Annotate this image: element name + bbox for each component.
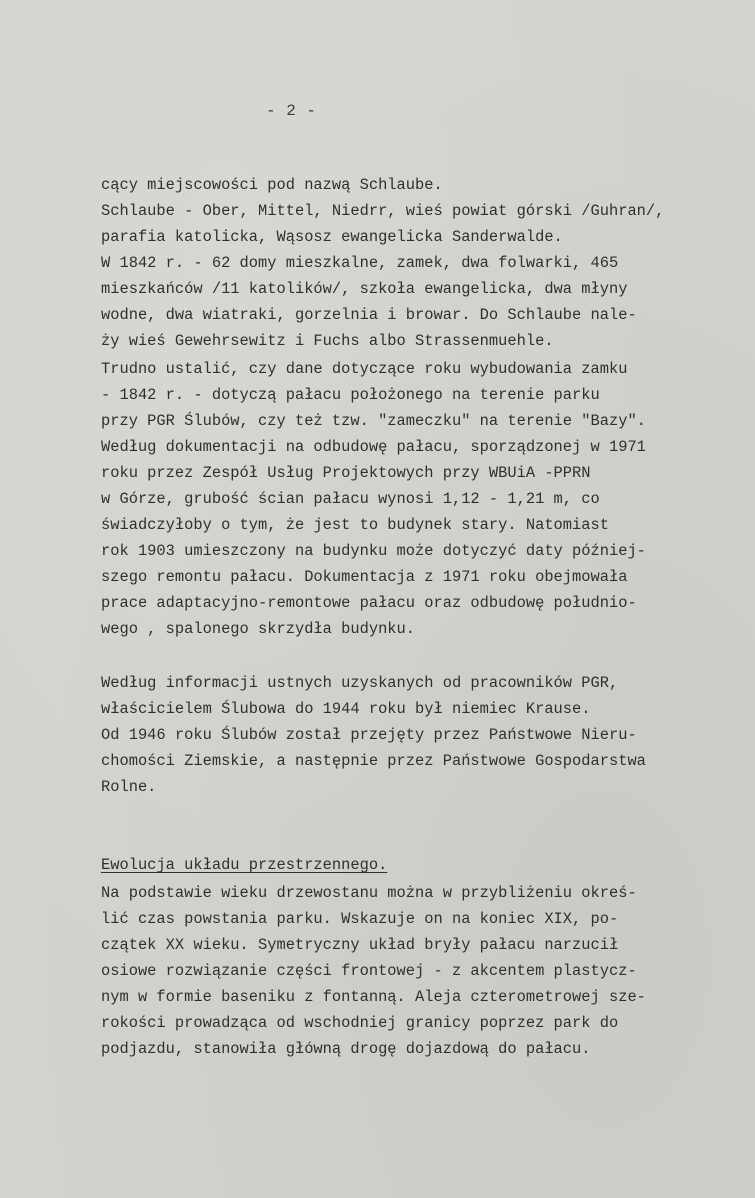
paragraph-1 xyxy=(101,172,751,354)
text-line: mieszkańców /11 katolików/, szkoła ewangelicka, dwa młyny xyxy=(101,280,628,298)
text-line: właścicielem Ślubowa do 1944 roku był niemiec Krause. xyxy=(101,700,591,718)
document-body xyxy=(101,172,751,1062)
paragraph-2 xyxy=(101,356,751,668)
text-line: roku przez Zespół Usług Projektowych przy WBUiA -PPRN xyxy=(101,464,591,482)
text-line: przy PGR Ślubów, czy też tzw. "zameczku" na terenie "Bazy". xyxy=(101,412,646,430)
text-line: osiowe rozwiązanie części frontowej - z akcentem plastycz- xyxy=(101,962,637,980)
text-line: Według dokumentacji na odbudowę pałacu, sporządzonej w 1971 xyxy=(101,438,646,456)
text-line: świadczyłoby o tym, że jest to budynek stary. Natomiast xyxy=(101,516,609,534)
text-line: - 1842 r. - dotyczą pałacu położonego na terenie parku xyxy=(101,386,600,404)
text-line: podjazdu, stanowiła główną drogę dojazdową do pałacu. xyxy=(101,1040,591,1058)
text-line: czątek XX wieku. Symetryczny układ bryły pałacu narzucił xyxy=(101,936,619,954)
text-line: Na podstawie wieku drzewostanu można w przybliżeniu okreś- xyxy=(101,884,637,902)
text-line: cący miejscowości pod nazwą Schlaube. xyxy=(101,176,443,194)
text-line: rok 1903 umieszczony na budynku może dotyczyć daty później- xyxy=(101,542,646,560)
text-line: prace adaptacyjno-remontowe pałacu oraz odbudowę południo- xyxy=(101,594,637,612)
text-line: wego , spalonego skrzydła budynku. xyxy=(101,620,416,638)
text-line: Schlaube - Ober, Mittel, Niedrr, wieś powiat górski /Guhran/, xyxy=(101,202,665,220)
section-heading: Ewolucja układu przestrzennego. xyxy=(101,856,388,874)
text-line: Trudno ustalić, czy dane dotyczące roku wybudowania zamku xyxy=(101,360,628,378)
section-paragraph xyxy=(101,880,751,1062)
text-line: parafia katolicka, Wąsosz ewangelicka Sanderwalde. xyxy=(101,228,563,246)
text-line: chomości Ziemskie, a następnie przez Państwowe Gospodarstwa xyxy=(101,752,646,770)
page-number: - 2 - xyxy=(266,102,317,120)
text-line: Od 1946 roku Ślubów został przejęty przez Państwowe Nieru- xyxy=(101,726,637,744)
text-line: W 1842 r. - 62 domy mieszkalne, zamek, dwa folwarki, 465 xyxy=(101,254,619,272)
section-spacer xyxy=(101,800,751,852)
text-line xyxy=(101,642,751,668)
text-line: wodne, dwa wiatraki, gorzelnia i browar. Do Schlaube nale- xyxy=(101,306,637,324)
text-line: w Górze, grubość ścian pałacu wynosi 1,12 - 1,21 m, co xyxy=(101,490,600,508)
text-line: szego remontu pałacu. Dokumentacja z 1971 roku obejmowała xyxy=(101,568,628,586)
paragraph-3 xyxy=(101,670,751,800)
text-line: lić czas powstania parku. Wskazuje on na koniec XIX, po- xyxy=(101,910,619,928)
text-line: Rolne. xyxy=(101,778,157,796)
text-line: ży wieś Gewehrsewitz i Fuchs albo Strassenmuehle. xyxy=(101,332,554,350)
text-line: nym w formie baseniku z fontanną. Aleja czterometrowej sze- xyxy=(101,988,646,1006)
text-line: Według informacji ustnych uzyskanych od pracowników PGR, xyxy=(101,674,619,692)
text-line: rokości prowadząca od wschodniej granicy poprzez park do xyxy=(101,1014,619,1032)
